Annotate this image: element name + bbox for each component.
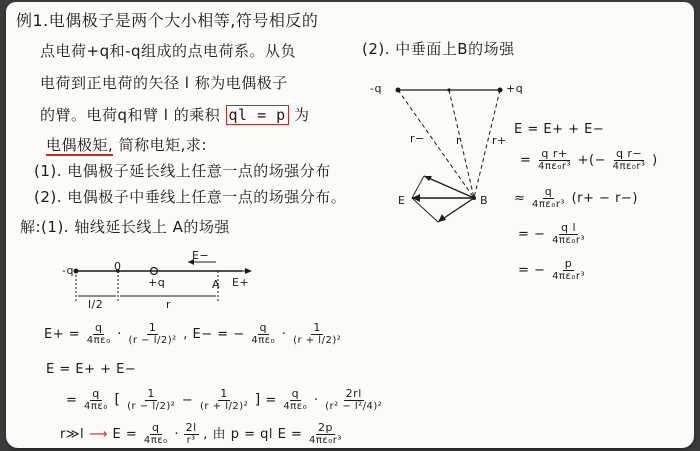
eq-E-plus-lhs: E+ = [44,327,81,342]
eq-final-cond: r≫l [60,427,85,442]
dipole-moment-box: ql = p [226,105,289,125]
eq-E-plus-minus: E+ = $\frac{q}{\text{4πε₀}}$ · $\frac{1}{\text{(r − l/2)²}}$ , E− = − $\frac{q}{\text{4πε₀}}$ · $\frac{1}{\text{(r + l/2)²}}$ [44,321,342,346]
eq-final-E: E = [112,427,138,442]
eq-expand-res1: $\frac{q}{\text{4πε₀}}$ [283,387,308,412]
problem-line-1: 例1.电偶极子是两个大小相等,符号相反的 [16,11,319,30]
eq-final-coef: $\frac{q}{\text{4πε₀}}$ [143,421,168,446]
E-plus-arrowhead [245,268,252,274]
label-point-A: A [212,278,221,291]
p2-eq-1: E = E+ + E− [514,122,605,137]
label-dim-l2: l/2 [88,298,104,311]
p2-label-E: E [398,194,406,207]
problem-line-4-post: 为 [293,106,310,124]
solution-header: 解:(1). 轴线延长线上 A的场强 [20,218,230,236]
eq-expand-term-b: $\frac{1}{\text{(r + l/2)²}}$ [199,387,249,412]
problem-line-3: 电荷到正电荷的矢径 l 称为电偶极子 [40,74,288,92]
p2-label-B: B [480,194,489,207]
p2-eq-5-frac: $\frac{p}{\text{4πε₀r³}}$ [552,257,585,282]
eq-final-arrow: ⟶ [88,427,108,442]
p2-eq-4-frac: $\frac{\text{q l}}{\text{4πε₀r³}}$ [552,221,585,246]
eq-final-result: $\frac{2p}{\text{4πε₀r³}}$ [309,421,342,446]
p2-eq-4-eq: = − [518,227,546,242]
notebook-page [6,2,694,448]
problem-line-2: 点电荷+q和-q组成的点电荷系。从负 [40,42,297,60]
p2-label-r-minus: r− [410,132,425,145]
eq-sum: E = E+ + E− [46,362,137,377]
part2-header: (2). 中垂面上B的场强 [362,40,515,58]
eq-E-plus-coef: $\frac{q}{\text{4πε₀}}$ [86,321,111,346]
question-2: (2). 电偶极子中垂线上任意一点的场强分布。 [34,188,347,206]
eq-expand-eq: = [66,393,78,408]
dipole-moment-term: 电偶极矩, [46,136,114,154]
problem-line-5-post: 简称电矩,求: [118,136,207,154]
p2-label-r: r [456,134,462,147]
p2-eq-2 [520,148,658,173]
label-minus-q: -q [62,264,74,277]
eq-final: r≫l ⟶ E = $\frac{q}{\text{4πε₀}}$ · $\frac{2l}{\text{r³}}$ , 由 p = ql E = $\frac{2p}{\text{4πε₀r³}}$ [60,421,342,446]
p2-eq-5 [518,258,587,283]
p2-label-minus-q: -q [370,82,382,95]
eq-expand-coef: $\frac{q}{\text{4πε₀}}$ [84,387,108,412]
p2-eq-5-eq: = − [518,263,546,278]
eq-E-minus-coef: $\frac{q}{\text{4πε₀}}$ [251,321,276,346]
p2-label-r-plus: r+ [492,134,507,147]
question-1: (1). 电偶极子延长线上任意一点的场强分布 [34,162,331,180]
label-E-minus: E− [192,249,210,262]
eq-expand-eq2: = [265,393,277,408]
E-plus-vec [424,176,474,198]
problem-line-4-pre: 的臂。电荷q和臂 l 的乘积 [40,106,221,124]
eq-expand-res2: $\frac{2rl}{\text{(r² − l²/4)²}}$ [325,387,383,412]
eq-expand-term-a: $\frac{1}{\text{(r − l/2)²}}$ [127,387,176,412]
p2-eq-3-coef: $\frac{q}{\text{4πε₀r³}}$ [532,185,565,210]
p2-eq-2-close: ) [652,153,658,168]
p2-label-plus-q: +q [506,82,524,95]
eq-final-result-lhs: E = [277,427,303,442]
eq-final-mid: , 由 p = ql [203,427,273,442]
p2-eq-3 [514,186,638,211]
p2-eq-2-term1: $\frac{\text{q r+}}{\text{4πε₀r³}}$ [538,147,571,172]
eq-expand-minus: − [181,393,194,408]
p2-eq-2-eq: = [520,153,532,168]
perpendicular-diagram [384,80,524,230]
label-origin: 0 [114,260,122,273]
p2-eq-2-plus: +(− [577,153,606,168]
eq-E-plus-dist: $\frac{1}{\text{(r − l/2)²}}$ [128,321,177,346]
p2-eq-3-bracket: (r+ − r−) [571,191,638,206]
eq-expand: = $\frac{q}{\text{4πε₀}}$ [ $\frac{1}{\text{(r − l/2)²}}$ − $\frac{1}{\text{(r + l/2)²}}$ ] = $\frac{q}{\text{4πε₀}}$ · $\frac{2rl}{\text{(r² − l²/4)²}}$ [66,387,383,412]
eq-E-minus-dist: $\frac{1}{\text{(r + l/2)²}}$ [293,321,342,346]
eq-E-minus-lhs: , E− = − [183,327,245,342]
problem-line-4 [40,104,310,125]
label-E-plus: E+ [232,276,250,289]
label-dim-r: r [166,298,172,311]
r-line [449,90,474,198]
label-plus-q: +q [148,276,166,289]
problem-line-5 [46,134,207,155]
p2-eq-2-term2: $\frac{\text{q r−}}{\text{4πε₀r³}}$ [612,147,646,172]
point-B-dot [472,196,476,200]
p2-eq-4 [518,222,587,247]
eq-final-term: $\frac{2l}{\text{r³}}$ [185,421,197,446]
p2-eq-3-approx: ≈ [514,191,526,206]
